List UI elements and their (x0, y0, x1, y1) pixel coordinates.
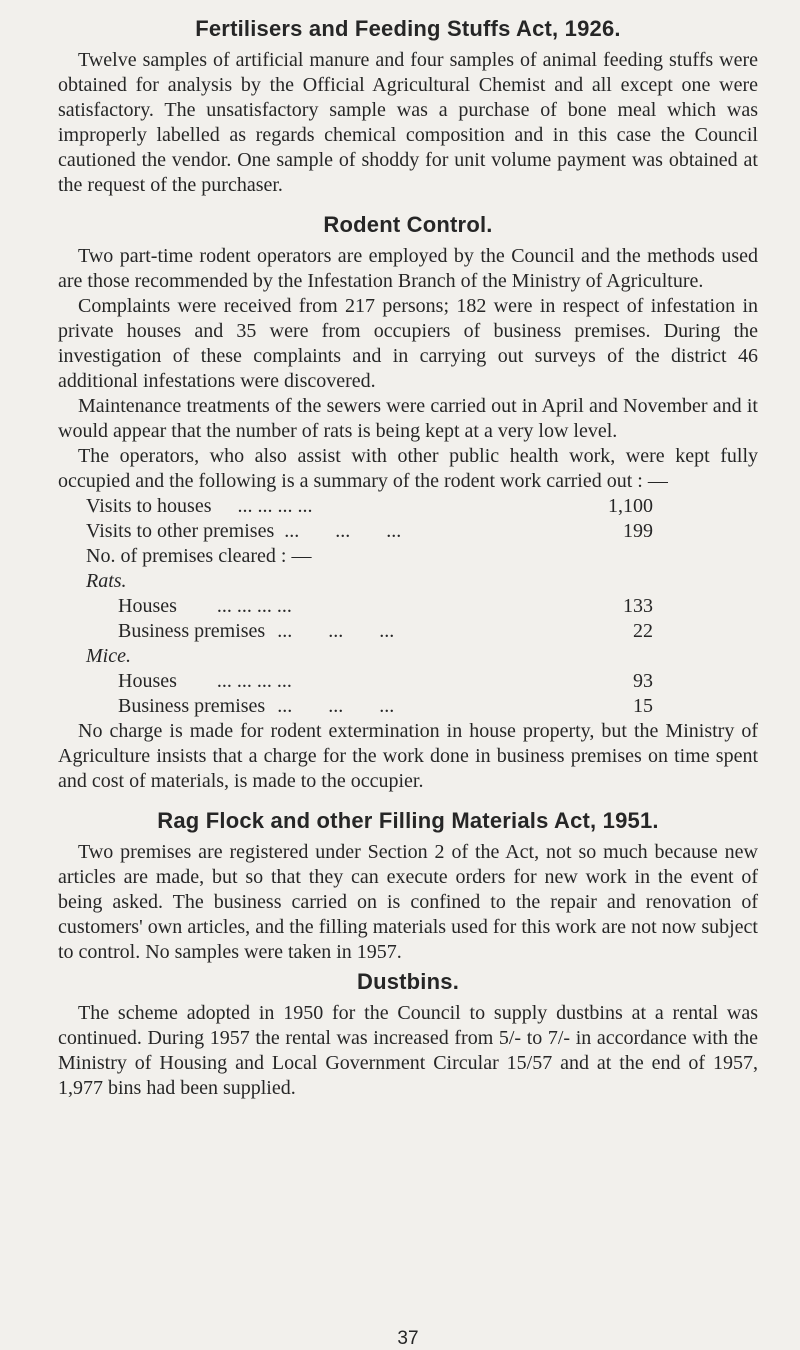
summary-category: Mice. (86, 645, 131, 667)
rodent-paragraph-3: Maintenance treatments of the sewers were carried out in April and November and it would appear that the number of rats is being kept at a very low level. (58, 395, 758, 442)
rodent-heading: Rodent Control. (323, 212, 493, 237)
summary-row-cleared (58, 544, 758, 569)
document-page (58, 14, 758, 1349)
summary-row-mice (58, 644, 758, 669)
summary-value: 133 (623, 595, 653, 617)
summary-row-rats (58, 569, 758, 594)
rodent-closing-paragraph: No charge is made for rodent extermination in house property, but the Ministry of Agriculture insists that a charge for the work done in business premises on time spent and cost of materials, is made to the occupier. (58, 720, 758, 792)
page-number: 37 (397, 1328, 419, 1349)
summary-value: 22 (633, 620, 653, 642)
fertilisers-paragraph: Twelve samples of artificial manure and four samples of animal feeding stuffs were obtained for analysis by the Official Agricultural Chemist and all except one were satisfactory. The unsatisfactory sample was a purchase of bone meal which was improperly labelled as regards chemical composition and in this case the Council cautioned the vendor. One sample of shoddy for unit volume payment was obtained at the request of the purchaser. (58, 49, 758, 196)
fertilisers-section (58, 14, 758, 198)
summary-label: Business premises ... ... ... (118, 695, 395, 717)
summary-value: 15 (633, 695, 653, 717)
summary-label: Houses ... ... ... ... (118, 670, 292, 692)
rodent-paragraph-2: Complaints were received from 217 persons; 182 were in respect of infestation in private houses and 35 were from occupiers of business premises. During the investigation of these complaints and in carrying out surveys of the district 46 additional infestations were discovered. (58, 295, 758, 392)
summary-category: Rats. (86, 570, 127, 592)
dustbins-heading: Dustbins. (356, 969, 460, 994)
summary-value: 199 (623, 520, 653, 542)
rag-flock-section (58, 806, 758, 965)
summary-row-mice-business (58, 694, 758, 719)
summary-value: 1,100 (608, 495, 653, 517)
dustbins-paragraph: The scheme adopted in 1950 for the Council to supply dustbins at a rental was continued. During 1957 the rental was increased from 5/- to 7/- in accordance with the Ministry of Housing and Local Government Circular 15/57 and at the end of 1957, 1,977 bins had been supplied. (58, 1002, 758, 1099)
rag-flock-paragraph: Two premises are registered under Section 2 of the Act, not so much because new articles are made, but so that they can execute orders for new work in the event of being asked. The business carried on is confined to the repair and renovation of customers' own articles, and the filling materials used for this work are not now subject to control. No samples were taken in 1957. (58, 841, 758, 963)
rodent-summary-table (58, 494, 758, 719)
rodent-paragraph-1: Two part-time rodent operators are employed by the Council and the methods used are those recommended by the Infestation Branch of the Ministry of Agriculture. (58, 245, 758, 292)
summary-row-visits-other (58, 519, 758, 544)
fertilisers-heading: Fertilisers and Feeding Stuffs Act, 1926. (195, 16, 621, 41)
summary-row-mice-houses (58, 669, 758, 694)
summary-value: 93 (633, 670, 653, 692)
rodent-paragraph-4: The operators, who also assist with other public health work, were kept fully occupied and the following is a summary of the rodent work carried out : — (58, 445, 758, 492)
summary-label: Business premises ... ... ... (118, 620, 395, 642)
rodent-section (58, 210, 758, 794)
summary-row-rats-business (58, 619, 758, 644)
dustbins-section (58, 967, 758, 1101)
summary-label: No. of premises cleared : — (86, 545, 312, 567)
summary-label: Houses ... ... ... ... (118, 595, 292, 617)
summary-label: Visits to other premises ... ... ... (86, 520, 402, 542)
summary-row-rats-houses (58, 594, 758, 619)
rag-flock-heading: Rag Flock and other Filling Materials Act, 1951. (157, 808, 659, 833)
summary-label: Visits to houses ... ... ... ... (86, 495, 313, 517)
summary-row-visits-houses (58, 494, 758, 519)
